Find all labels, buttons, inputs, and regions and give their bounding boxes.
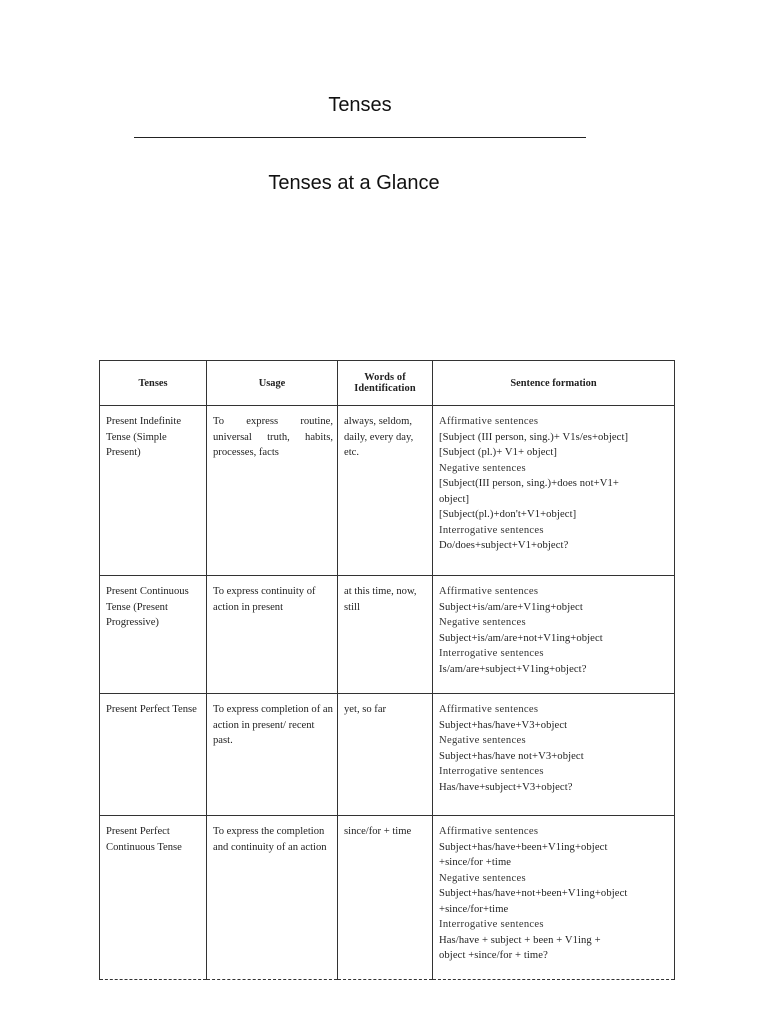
formation-line: Affirmative sentences — [439, 586, 539, 597]
formation-line: Subject+has/have+been+V1ing+object — [439, 841, 608, 853]
formation-line: Interrogative sentences — [439, 766, 544, 777]
formation-line: Interrogative sentences — [439, 919, 544, 930]
formation-line: [Subject(III person, sing.)+does not+V1+ — [439, 478, 619, 489]
tense-cell: Present Indefinite Tense (Simple Present) — [100, 406, 207, 576]
formation-line: Subject+has/have+not+been+V1ing+object — [439, 888, 628, 899]
formation-cell — [433, 694, 675, 816]
formation-line: [Subject(pl.)+don't+V1+object] — [439, 509, 577, 520]
formation-line: Is/am/are+subject+V1ing+object? — [439, 663, 587, 675]
formation-line: Affirmative sentences — [439, 704, 539, 715]
header-words-line1: Words of — [364, 372, 406, 383]
tenses-table — [99, 360, 675, 980]
formation-line: Subject+has/have+V3+object — [439, 719, 568, 731]
words-cell: at this time, now, still — [338, 576, 433, 694]
usage-cell: To express the completion and continuity of an action — [207, 816, 338, 980]
tense-cell: Present Perfect Tense — [100, 694, 207, 816]
formation-line: object] — [439, 493, 470, 505]
formation-line: Interrogative sentences — [439, 648, 544, 659]
formation-line: Affirmative sentences — [439, 416, 539, 427]
table-row — [100, 576, 675, 694]
formation-line: Negative sentences — [439, 462, 526, 474]
table-row — [100, 406, 675, 576]
formation-line: Subject+is/am/are+V1ing+object — [439, 601, 583, 613]
header-sentence-formation: Sentence formation — [433, 361, 675, 406]
formation-line: Negative sentences — [439, 617, 526, 628]
formation-line: Do/does+subject+V1+object? — [439, 540, 569, 551]
usage-cell: To express completion of an action in present/ recent past. — [207, 694, 338, 816]
words-cell: since/for + time — [338, 816, 433, 980]
formation-cell — [433, 816, 675, 980]
formation-line: Subject+has/have not+V3+object — [439, 750, 584, 762]
header-words-of-identification — [338, 361, 433, 406]
formation-line: +since/for+time — [439, 903, 509, 915]
usage-cell: To express routine, universal truth, habits, processes, facts — [207, 406, 338, 576]
header-words-line2: Identification — [354, 383, 416, 394]
header-usage: Usage — [207, 361, 338, 406]
words-cell: yet, so far — [338, 694, 433, 816]
table-header-row — [100, 361, 675, 406]
tense-cell: Present Continuous Tense (Present Progressive) — [100, 576, 207, 694]
formation-line: [Subject (III person, sing.)+ V1s/es+object] — [439, 431, 629, 443]
formation-line: Has/have + subject + been + V1ing + — [439, 934, 601, 946]
formation-line: Subject+is/am/are+not+V1ing+object — [439, 632, 603, 644]
document-title: Tenses — [328, 94, 392, 116]
formation-line: Interrogative sentences — [439, 524, 544, 536]
formation-line: Affirmative sentences — [439, 826, 539, 837]
title-underline — [134, 137, 586, 138]
formation-line: Negative sentences — [439, 872, 526, 884]
tense-cell: Present Perfect Continuous Tense — [100, 816, 207, 980]
header-tenses: Tenses — [100, 361, 207, 406]
formation-line: [Subject (pl.)+ V1+ object] — [439, 447, 558, 458]
document-subtitle: Tenses at a Glance — [268, 172, 440, 194]
table-row — [100, 816, 675, 980]
usage-cell: To express continuity of action in present — [207, 576, 338, 694]
formation-line: object +since/for + time? — [439, 950, 548, 961]
formation-line: Has/have+subject+V3+object? — [439, 781, 573, 793]
words-cell: always, seldom, daily, every day, etc. — [338, 406, 433, 576]
formation-cell — [433, 576, 675, 694]
formation-line: Negative sentences — [439, 735, 526, 746]
formation-line: +since/for +time — [439, 857, 512, 868]
table-row — [100, 694, 675, 816]
formation-cell — [433, 406, 675, 576]
